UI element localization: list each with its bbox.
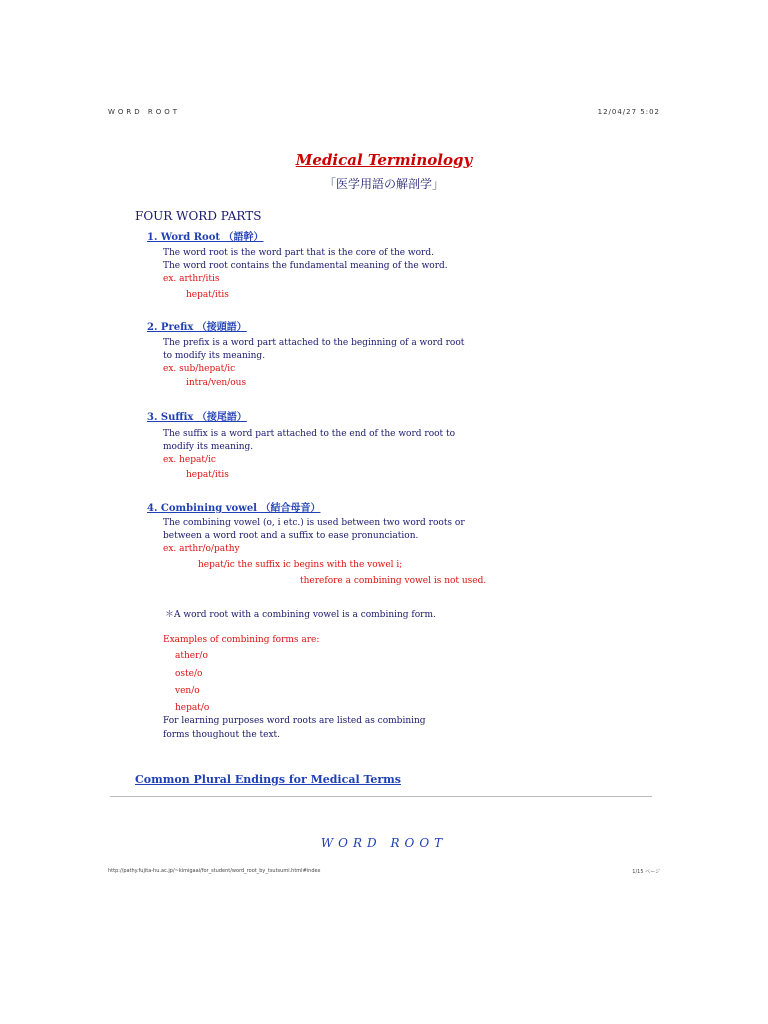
- combining-forms-intro: Examples of combining forms are:: [163, 635, 320, 645]
- example-line: hepat/itis: [186, 290, 229, 300]
- combining-form-item: hepat/o: [175, 703, 210, 713]
- closing-line: forms thoughout the text.: [163, 730, 281, 740]
- body-line: The suffix is a word part attached to the end of the word root to: [163, 429, 456, 439]
- link-word-root[interactable]: 1. Word Root （語幹）: [147, 232, 264, 243]
- page-number: 1/15 ページ: [632, 869, 660, 875]
- example-line: ex. arthr/itis: [163, 274, 220, 284]
- body-line: The prefix is a word part attached to the beginning of a word root: [163, 338, 465, 348]
- body-line: The combining vowel (o, i etc.) is used between two word roots or: [163, 518, 465, 528]
- divider: [110, 796, 652, 797]
- combining-form-item: ather/o: [175, 651, 208, 661]
- link-prefix[interactable]: 2. Prefix （接頭語）: [147, 322, 247, 333]
- body-line: The word root is the word part that is the core of the word.: [163, 248, 434, 258]
- example-line: ex. arthr/o/pathy: [163, 544, 240, 554]
- page-subtitle: 「医学用語の解剖学」: [323, 177, 444, 191]
- body-line: between a word root and a suffix to ease pronunciation.: [163, 531, 419, 541]
- link-suffix[interactable]: 3. Suffix （接尾語）: [147, 412, 247, 423]
- page-title[interactable]: Medical Terminology: [295, 151, 473, 169]
- body-line: The word root contains the fundamental meaning of the word.: [163, 261, 448, 271]
- plural-endings-link[interactable]: Common Plural Endings for Medical Terms: [135, 773, 401, 786]
- footer-title: WORD ROOT: [320, 836, 448, 850]
- example-line: hepat/ic the suffix ic begins with the vowel i;: [198, 560, 403, 570]
- example-line: ex. sub/hepat/ic: [163, 364, 236, 374]
- example-line: hepat/itis: [186, 470, 229, 480]
- combining-form-item: ven/o: [175, 686, 200, 696]
- example-line: intra/ven/ous: [186, 378, 247, 388]
- page-url: http://pathy.fujita-hu.ac.jp/~kimigaai/for_student/word_root_by_tsutsumi.html#index: [108, 868, 321, 874]
- page-header-title: WORD ROOT: [108, 108, 181, 116]
- body-line: to modify its meaning.: [163, 351, 266, 361]
- section-heading-four-parts: FOUR WORD PARTS: [135, 209, 262, 223]
- example-line: therefore a combining vowel is not used.: [300, 576, 487, 586]
- link-combining-vowel[interactable]: 4. Combining vowel （結合母音）: [147, 503, 321, 514]
- closing-line: For learning purposes word roots are listed as combining: [163, 716, 426, 726]
- combining-form-note: ＊A word root with a combining vowel is a combining form.: [165, 610, 436, 620]
- page-header-timestamp: 12/04/27 5:02: [597, 108, 660, 116]
- body-line: modify its meaning.: [163, 442, 254, 452]
- example-line: ex. hepat/ic: [163, 455, 216, 465]
- combining-form-item: oste/o: [175, 669, 203, 679]
